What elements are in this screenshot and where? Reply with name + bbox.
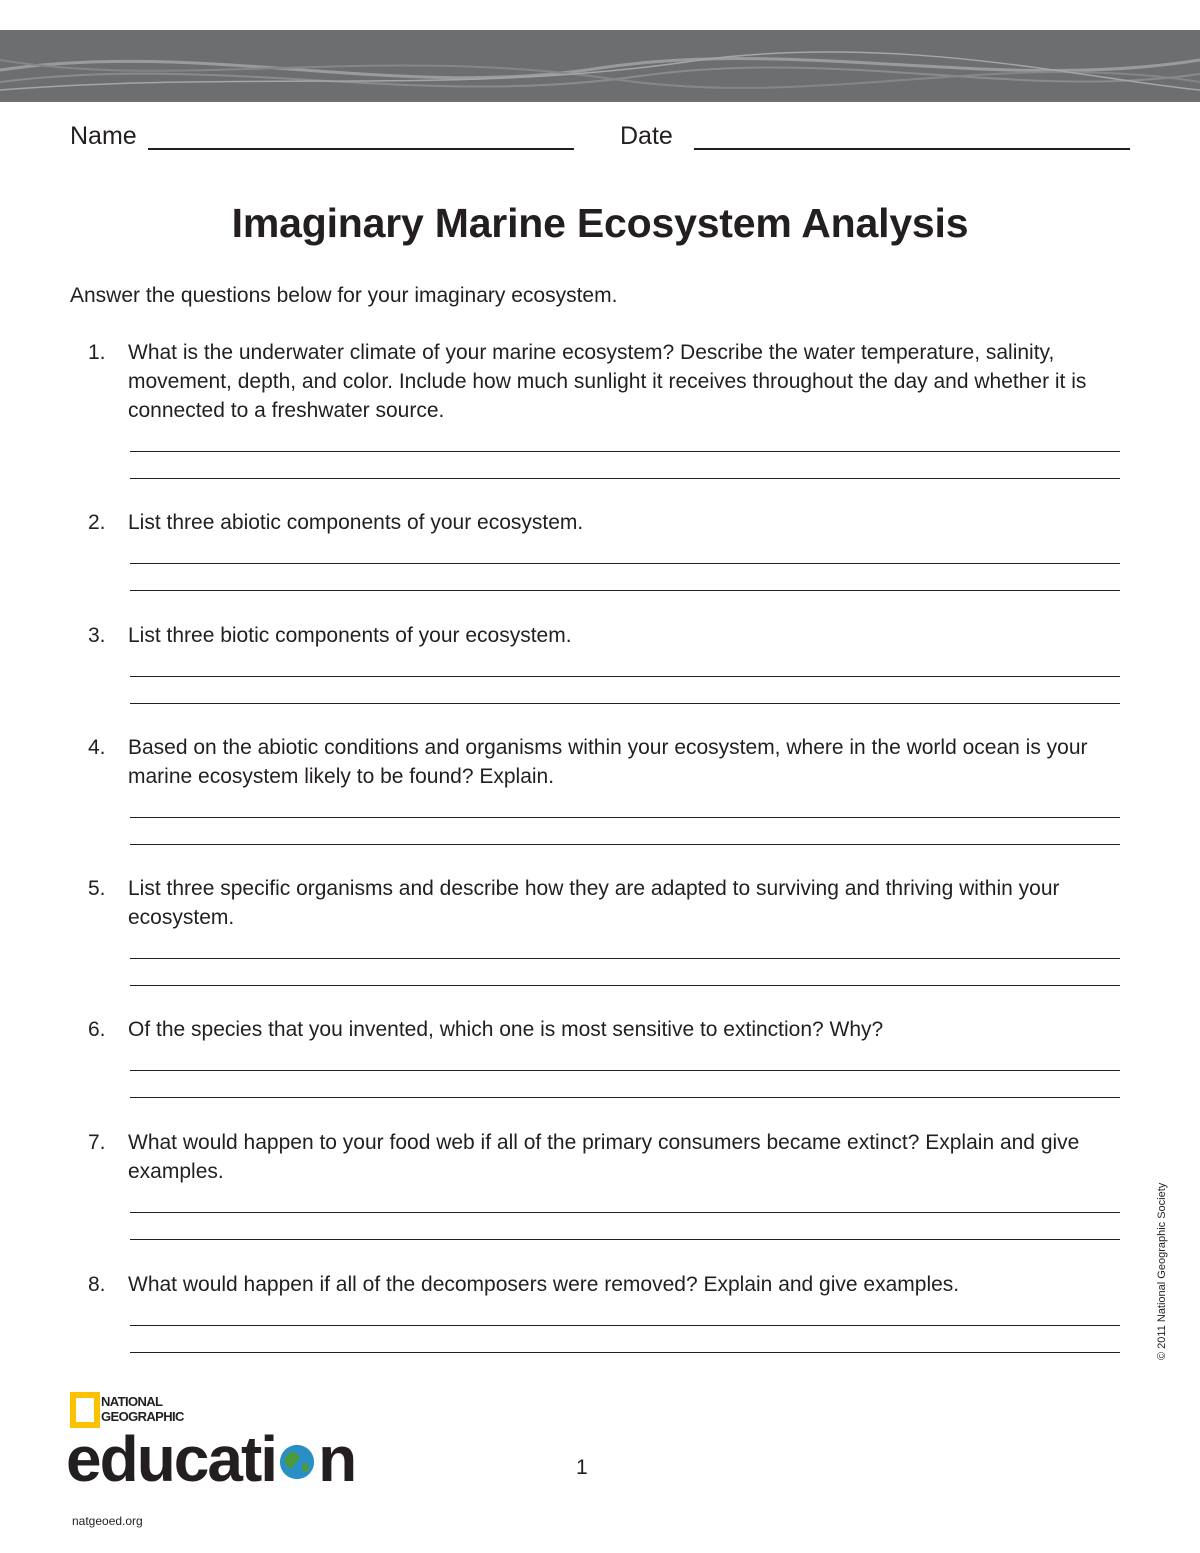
question-1 [88,338,1128,479]
question-text: What would happen to your food web if all of the primary consumers became extinct? Explain and give examples. [128,1131,1080,1183]
date-label: Date [620,122,673,150]
page-number: 1 [576,1456,588,1479]
question-7 [88,1128,1128,1240]
name-date-row [70,118,1130,154]
wordmark-line-2: GEOGRAPHIC [101,1409,184,1424]
answer-line[interactable] [130,1044,1120,1071]
answer-line[interactable] [130,959,1120,986]
education-logo-text-start: educati [66,1423,277,1495]
answer-line[interactable] [130,425,1120,452]
header-wave-banner [0,30,1200,102]
name-label: Name [70,122,137,150]
question-number: 2. [88,511,106,534]
answer-line[interactable] [130,650,1120,677]
education-logo [66,1422,355,1496]
question-number: 5. [88,877,106,900]
website-link[interactable]: natgeoed.org [72,1514,143,1528]
question-2 [88,508,1128,591]
answer-line[interactable] [130,677,1120,704]
answer-line[interactable] [130,791,1120,818]
question-text: List three biotic components of your ecosystem. [128,624,572,647]
question-5 [88,874,1128,986]
question-number: 7. [88,1131,106,1154]
question-text: What is the underwater climate of your marine ecosystem? Describe the water temperature, salinity, movement, depth, and color. Include how much sunlight it receives throughout the day and whether it is connected to a freshwater source. [128,341,1087,422]
copyright-notice: © 2011 National Geographic Society [1156,1182,1168,1360]
answer-line[interactable] [130,564,1120,591]
page-title: Imaginary Marine Ecosystem Analysis [231,200,969,246]
instructions: Answer the questions below for your imaginary ecosystem. [70,284,618,307]
answer-line[interactable] [130,1326,1120,1353]
question-number: 4. [88,736,106,759]
question-number: 3. [88,624,106,647]
question-number: 6. [88,1018,106,1041]
question-3 [88,621,1128,704]
national-geographic-wordmark [101,1394,184,1424]
question-text: Of the species that you invented, which one is most sensitive to extinction? Why? [128,1018,884,1041]
education-logo-text-end: n [318,1423,356,1495]
question-text: List three specific organisms and describe how they are adapted to surviving and thriving within your ecosystem. [128,877,1060,929]
question-4 [88,733,1128,845]
question-text: What would happen if all of the decomposers were removed? Explain and give examples. [128,1273,960,1296]
question-number: 1. [88,341,106,364]
answer-line[interactable] [130,1299,1120,1326]
question-text: Based on the abiotic conditions and organisms within your ecosystem, where in the world ocean is your marine ecosystem likely to be found? Explain. [128,736,1088,788]
answer-line[interactable] [130,537,1120,564]
answer-line[interactable] [130,452,1120,479]
answer-line[interactable] [130,1071,1120,1098]
wordmark-line-1: NATIONAL [101,1394,163,1409]
question-text: List three abiotic components of your ecosystem. [128,511,584,534]
question-8 [88,1270,1128,1353]
date-field-line[interactable] [694,148,1130,150]
answer-line[interactable] [130,1213,1120,1240]
globe-icon [278,1443,316,1481]
answer-line[interactable] [130,1186,1120,1213]
question-6 [88,1015,1128,1098]
answer-line[interactable] [130,932,1120,959]
name-field-line[interactable] [148,148,574,150]
question-number: 8. [88,1273,106,1296]
answer-line[interactable] [130,818,1120,845]
